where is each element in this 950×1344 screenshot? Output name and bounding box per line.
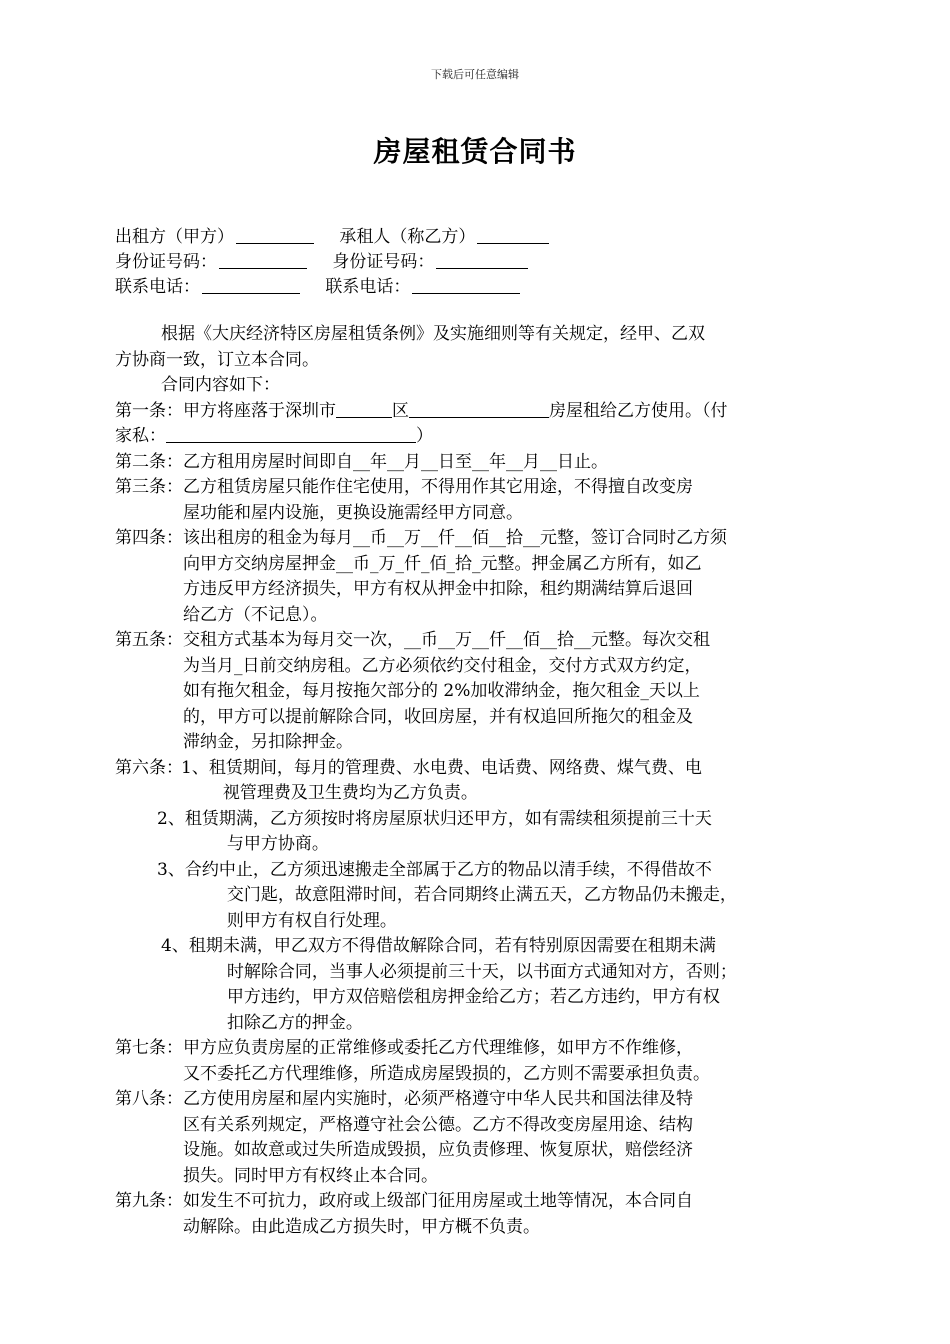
clause-line: 该出租房的租金为每月__币__万__仟__佰__拾__元整，签订合同时乙方须 <box>183 528 727 548</box>
lessor-id-blank[interactable] <box>219 251 307 269</box>
clause-line: 为当月_日前交纳房租。乙方必须依约交付租金，交付方式双方约定， <box>183 655 702 676</box>
clause-line: 屋功能和屋内设施，更换设施需经甲方同意。 <box>183 502 523 523</box>
sub-item-number: 2、 <box>157 808 185 829</box>
clause-line: 乙方使用房屋和屋内实施时，必须严格遵守中华人民共和国法律及特 <box>183 1089 693 1109</box>
document-title: 房屋租赁合同书 <box>373 135 577 168</box>
lessee-id-blank[interactable] <box>436 251 528 269</box>
clause-2 <box>115 450 850 476</box>
clause-line: 视管理费及卫生费均为乙方负责。 <box>222 783 478 803</box>
lessor-phone-blank[interactable] <box>202 276 300 294</box>
intro-line: 根据《大庆经济特区房屋租赁条例》及实施细则等有关规定，经甲、乙双 <box>161 324 705 344</box>
clause-line: 如有拖欠租金，每月按拖欠部分的 2%加收滞纳金，拖欠租金_天以上 <box>183 681 700 701</box>
parties-block <box>115 225 549 300</box>
sub-item-number: 3、 <box>157 859 185 880</box>
phone-row <box>115 275 549 300</box>
clause-line: 损失。同时甲方有权终止本合同。 <box>183 1165 438 1186</box>
clause-line: 时解除合同，当事人必须提前三十天，以书面方式通知对方，否则； <box>226 961 737 982</box>
clause-7 <box>115 1036 850 1087</box>
lessee-phone-blank[interactable] <box>412 276 520 294</box>
clause-text: 房屋租给乙方使用。（付 <box>549 400 728 421</box>
clause-line: 动解除。由此造成乙方损失时，甲方概不负责。 <box>183 1216 540 1237</box>
lessee-name-blank[interactable] <box>477 226 549 244</box>
clause-4 <box>115 526 850 628</box>
clause-label: 第一条： <box>115 400 183 421</box>
clause-line: 合约中止，乙方须迅速搬走全部属于乙方的物品以清手续，不得借故不 <box>184 859 712 880</box>
lessor-label: 出租方（甲方） <box>115 227 234 247</box>
clause-label: 第六条： <box>115 757 183 778</box>
clause-line: 滞纳金，另扣除押金。 <box>183 732 353 752</box>
clause-line: 的，甲方可以提前解除合同，收回房屋，并有权追回所拖欠的租金及 <box>183 706 693 727</box>
clause-line: 甲方违约，甲方双倍赔偿租房押金给乙方；若乙方违约，甲方有权 <box>226 987 720 1007</box>
clause-3 <box>115 475 850 526</box>
clause-line: 给乙方（不记息）。 <box>183 604 328 625</box>
clause-line: 又不委托乙方代理维修，所造成房屋毁损的，乙方则不需要承担负责。 <box>183 1063 710 1084</box>
furniture-blank[interactable] <box>166 426 416 443</box>
id-number-row <box>115 250 549 275</box>
clause-line: 租赁期间，每月的管理费、水电费、电话费、网络费、煤气费、电 <box>208 757 702 778</box>
lessor-id-label: 身份证号码： <box>115 252 217 272</box>
clause-5 <box>115 628 850 756</box>
clause-line: 交门匙，故意阻滞时间，若合同期终止满五天，乙方物品仍未搬走， <box>226 885 737 905</box>
clause-label: 第二条： <box>115 451 183 472</box>
clause-line: 乙方租用房屋时间即自__年__月__日至__年__月__日止。 <box>183 451 608 472</box>
clause-text: ） <box>416 426 433 446</box>
clause-1 <box>115 399 850 450</box>
clause-line: 方违反甲方经济损失，甲方有权从押金中扣除，租约期满结算后退回 <box>183 579 693 599</box>
clause-line: 乙方租赁房屋只能作住宅使用，不得用作其它用途，不得擅自改变房 <box>183 477 693 497</box>
clause-text: 家私： <box>115 426 166 446</box>
clause-line: 区有关系列规定，严格遵守社会公德。乙方不得改变房屋用途、结构 <box>183 1114 693 1135</box>
clause-line: 交租方式基本为每月交一次，__币__万__仟__佰__拾__元整。每次交租 <box>183 630 710 650</box>
clause-9 <box>115 1189 850 1240</box>
clause-line: 与甲方协商。 <box>226 834 329 854</box>
contract-body <box>115 322 850 1240</box>
clause-label: 第九条： <box>115 1191 183 1211</box>
lessee-label: 承租人（称乙方） <box>339 227 476 247</box>
clause-text: 甲方将座落于深圳市 <box>183 400 336 421</box>
clause-label: 第八条： <box>115 1089 183 1109</box>
lessor-name-blank[interactable] <box>236 226 314 244</box>
intro-line: 合同内容如下： <box>161 375 280 395</box>
clause-line: 向甲方交纳房屋押金__币_万_仟_佰_拾_元整。押金属乙方所有，如乙 <box>183 553 702 574</box>
clause-label: 第七条： <box>115 1038 183 1058</box>
city-district-blank[interactable] <box>336 401 392 418</box>
clause-label: 第三条： <box>115 477 183 497</box>
clause-label: 第五条： <box>115 630 183 650</box>
clause-line: 甲方应负责房屋的正常维修或委托乙方代理维修，如甲方不作维修， <box>183 1038 693 1058</box>
party-names-row <box>115 225 549 250</box>
clause-line: 则甲方有权自行处理。 <box>226 910 397 931</box>
clause-line: 如发生不可抗力，政府或上级部门征用房屋或土地等情况，本合同自 <box>183 1191 693 1211</box>
clause-6 <box>115 756 850 1037</box>
sub-item-number: 1、 <box>181 757 209 778</box>
clause-8 <box>115 1087 850 1189</box>
sub-item-number: 4、 <box>161 936 189 956</box>
clause-line: 租期未满，甲乙双方不得借故解除合同，若有特别原因需要在租期未满 <box>188 936 716 956</box>
lessor-phone-label: 联系电话： <box>115 277 200 297</box>
lessee-phone-label: 联系电话： <box>325 277 411 297</box>
clause-line: 扣除乙方的押金。 <box>226 1012 363 1033</box>
clause-line: 设施。如故意或过失所造成毁损，应负责修理、恢复原状，赔偿经济 <box>183 1140 693 1160</box>
clause-text: 区 <box>392 400 409 421</box>
lessee-id-label: 身份证号码： <box>332 252 435 272</box>
header-note: 下载后可任意编辑 <box>431 68 519 81</box>
address-blank[interactable] <box>409 401 549 418</box>
clause-line: 租赁期满，乙方须按时将房屋原状归还甲方，如有需续租须提前三十天 <box>184 808 712 829</box>
intro-line: 方协商一致，订立本合同。 <box>115 349 319 370</box>
clause-label: 第四条： <box>115 528 183 548</box>
